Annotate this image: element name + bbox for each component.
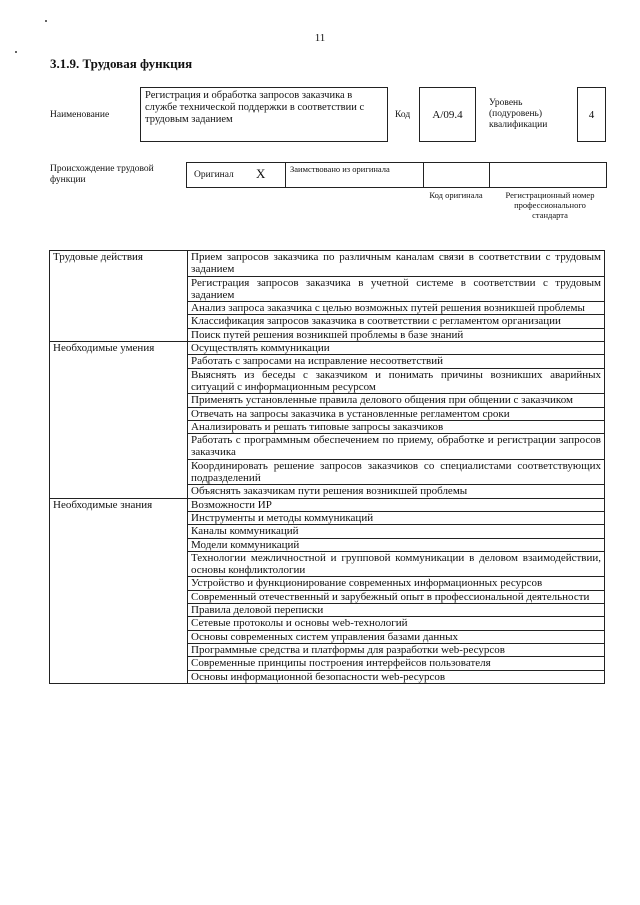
section-item: Прием запросов заказчика по различным каналам связи в соответствии с трудовым заданием — [188, 251, 605, 277]
section-item: Основы современных систем управления базами данных — [188, 630, 605, 643]
section-item: Классификация запросов заказчика в соответствии с регламентом организации — [188, 315, 605, 328]
table-row — [50, 342, 605, 355]
page-number: 11 — [314, 32, 326, 44]
section-item: Правила деловой переписки — [188, 604, 605, 617]
section-category: Необходимые умения — [50, 342, 188, 499]
section-item: Выяснять из беседы с заказчиком и понимать причины возникших аварийных ситуаций с информационным ресурсом — [188, 368, 605, 394]
origin-divider — [285, 162, 286, 188]
section-item: Сетевые протоколы и основы web-технологий — [188, 617, 605, 630]
table-row — [50, 251, 605, 277]
section-item: Осуществлять коммуникации — [188, 342, 605, 355]
section-category: Необходимые знания — [50, 498, 188, 683]
level-label: Уровень (подуровень) квалификации — [489, 98, 548, 130]
origin-divider — [423, 162, 424, 188]
section-item: Анализ запроса заказчика с целью возможных путей решения возникшей проблемы — [188, 302, 605, 315]
original-mark: X — [256, 166, 266, 181]
section-item: Основы информационной безопасности web-ресурсов — [188, 670, 605, 683]
section-item: Координировать решение запросов заказчиков со специалистами соответствующих подразделений — [188, 459, 605, 485]
registration-number-caption: Регистрационный номер профессионального стандарта — [505, 190, 595, 220]
section-item: Современные принципы построения интерфейсов пользователя — [188, 657, 605, 670]
code-original-caption: Код оригинала — [429, 190, 483, 200]
origin-divider — [489, 162, 490, 188]
section-item: Работать с запросами на исправление несоответствий — [188, 355, 605, 368]
level-value: 4 — [577, 87, 606, 142]
section-category: Трудовые действия — [50, 251, 188, 342]
section-item: Применять установленные правила делового общения при общении с заказчиком — [188, 394, 605, 407]
section-item: Возможности ИР — [188, 498, 605, 511]
function-details-table — [49, 250, 605, 684]
origin-label: Происхождение трудовой функции — [50, 164, 154, 185]
section-item: Объяснять заказчикам пути решения возникшей проблемы — [188, 485, 605, 498]
name-label: Наименование — [50, 110, 110, 120]
section-title: 3.1.9. Трудовая функция — [50, 56, 193, 71]
original-label: Оригинал — [194, 170, 234, 180]
borrowed-label: Заимствовано из оригинала — [290, 164, 390, 174]
section-item: Регистрация запросов заказчика в учетной системе в соответствии с трудовым заданием — [188, 276, 605, 302]
section-item: Модели коммуникаций — [188, 538, 605, 551]
section-item: Анализировать и решать типовые запросы заказчиков — [188, 420, 605, 433]
section-item: Отвечать на запросы заказчика в установленные регламентом сроки — [188, 407, 605, 420]
name-value: Регистрация и обработка запросов заказчика в службе технической поддержки в соответствии с трудовым заданием — [140, 87, 388, 142]
section-item: Программные средства и платформы для разработки web-ресурсов — [188, 643, 605, 656]
section-item: Инструменты и методы коммуникаций — [188, 511, 605, 524]
section-item: Поиск путей решения возникшей проблемы в базе знаний — [188, 328, 605, 341]
scan-speck — [15, 51, 17, 53]
section-item: Технологии межличностной и групповой коммуникации в деловом взаимодействии, основы конфликтологии — [188, 551, 605, 577]
origin-table — [186, 162, 607, 188]
scan-speck — [45, 20, 47, 22]
section-item: Современный отечественный и зарубежный опыт в профессиональной деятельности — [188, 590, 605, 603]
section-item: Устройство и функционирование современных информационных ресурсов — [188, 577, 605, 590]
code-label: Код — [395, 110, 411, 120]
table-row — [50, 498, 605, 511]
section-item: Каналы коммуникаций — [188, 525, 605, 538]
code-value: A/09.4 — [419, 87, 476, 142]
section-item: Работать с программным обеспечением по приему, обработке и регистрации запросов заказчика — [188, 434, 605, 460]
